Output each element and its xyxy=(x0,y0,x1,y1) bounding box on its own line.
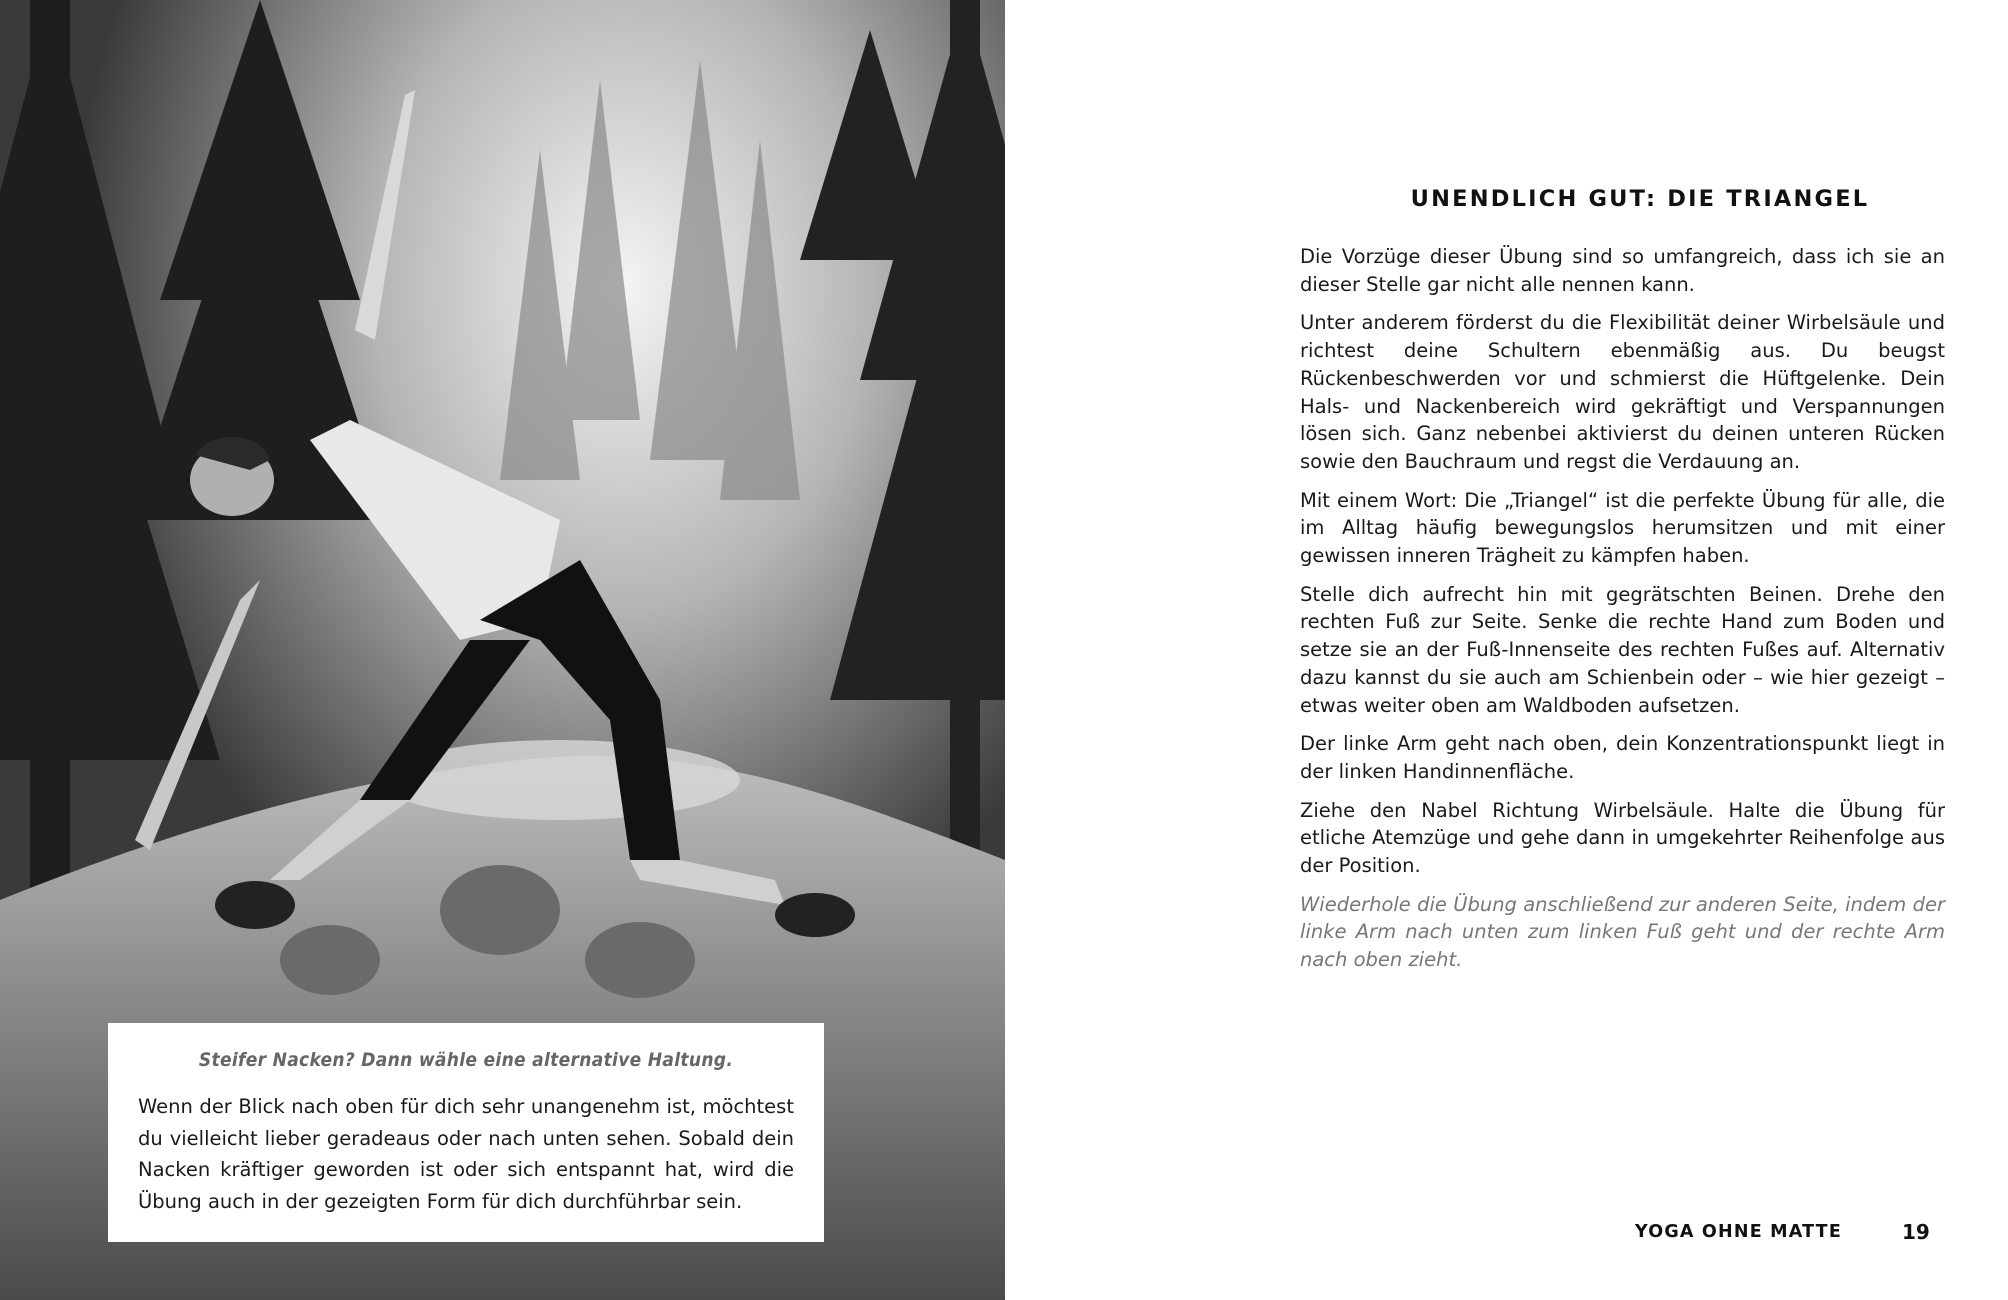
tip-text: Wenn der Blick nach oben für dich sehr unangenehm ist, möchtest du vielleicht lieber geradeaus oder nach unten sehen. Sobald dein Nacken kräftiger geworden ist oder sich entspannt hat, wird die Übung auch in der gezeigten Form für dich durchführbar sein. xyxy=(138,1095,794,1213)
article-paragraph: Stelle dich aufrecht hin mit gegrätschten Beinen. Drehe den rechten Fuß zur Seite. Senke die rechte Hand zum Boden und setze sie an der Fuß-Innenseite des rechten Fußes auf. Alternativ dazu kannst du sie auch am Schienbein oder – wie hier gezeigt – etwas weiter oben am Waldboden aufsetzen. xyxy=(1300,582,1945,717)
tip-title: Steifer Nacken? Dann wähle eine alternative Haltung. xyxy=(198,1049,734,1071)
article-paragraph: Mit einem Wort: Die „Triangel“ ist die perfekte Übung für alle, die im Alltag häufig bewegungslos herumsitzen und mit einer gewissen inneren Trägheit zu kämpfen haben. xyxy=(1300,488,1945,568)
right-page xyxy=(1005,0,2008,1300)
article-paragraph: Die Vorzüge dieser Übung sind so umfangreich, dass ich sie an dieser Stelle gar nicht alle nennen kann. xyxy=(1300,245,1945,296)
article-body xyxy=(1300,243,1945,985)
article-paragraph: Der linke Arm geht nach oben, dein Konzentrationspunkt liegt in der linken Handinnenfläche. xyxy=(1300,732,1945,783)
article-italic-note: Wiederhole die Übung anschließend zur anderen Seite, indem der linke Arm nach unten zum linken Fuß geht und der rechte Arm nach oben zieht. xyxy=(1300,892,1945,972)
running-footer-title: YOGA OHNE MATTE xyxy=(1635,1222,1842,1242)
tip-box xyxy=(108,1023,824,1242)
article-paragraph: Ziehe den Nabel Richtung Wirbelsäule. Halte die Übung für etliche Atemzüge und gehe dann in umgekehrter Reihenfolge aus der Position. xyxy=(1300,798,1945,878)
article-heading: UNENDLICH GUT: DIE TRIANGEL xyxy=(1410,186,1870,212)
article-paragraph: Unter anderem förderst du die Flexibilität deiner Wirbelsäule und richtest deine Schultern ebenmäßig aus. Du beugst Rückenbeschwerden vor und schmierst die Hüftgelenke. Dein Hals- und Nackenbereich wird gekräftigt und Verspannungen lösen sich. Ganz nebenbei aktivierst du deinen unteren Rücken sowie den Bauchraum und regst die Verdauung an. xyxy=(1300,311,1945,473)
page-number: 19 xyxy=(1902,1220,1930,1244)
